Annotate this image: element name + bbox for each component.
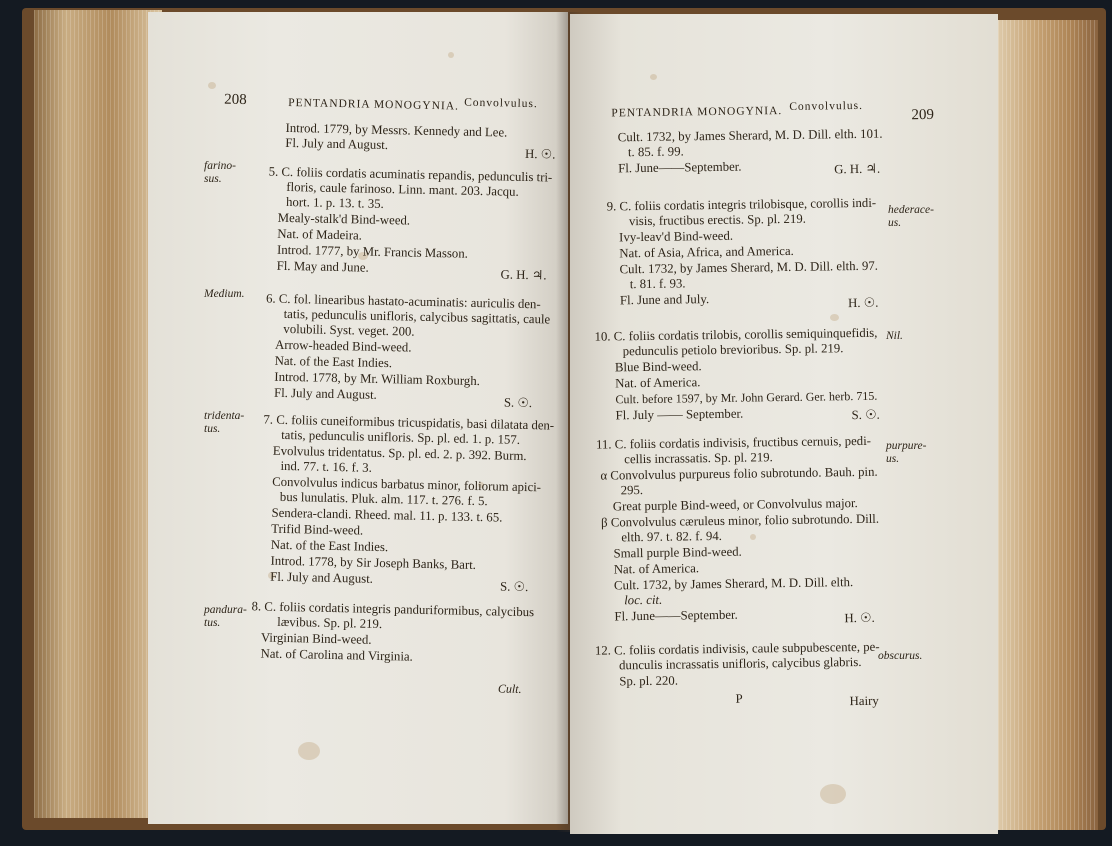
text-line: Nat. of the East Indies. bbox=[274, 353, 393, 371]
page-number: 209 bbox=[911, 106, 935, 124]
text-line: Fl. June——September. bbox=[614, 607, 738, 624]
text-line: Fl. May and June. bbox=[276, 258, 369, 275]
text-line: volubili. Syst. veget. 200. bbox=[283, 321, 415, 339]
text-line: Fl. June and July. bbox=[619, 292, 710, 308]
margin-note: farino- sus. bbox=[204, 160, 236, 185]
text-line: t. 81. f. 93. bbox=[629, 276, 686, 292]
text-line: H. ☉. bbox=[844, 610, 875, 626]
running-head: PENTANDRIA MONOGYNIA. bbox=[611, 105, 783, 120]
running-genus: Convolvulus. bbox=[464, 96, 538, 111]
text-line: Fl. July and August. bbox=[270, 569, 374, 586]
catchword: Cult. bbox=[497, 681, 522, 696]
text-line: Cult. 1732, by James Sherard, M. D. Dill. elth. 97. bbox=[619, 258, 879, 277]
text-line: 7. C. foliis cuneiformibus tricuspidatis, basi dilatata den- bbox=[263, 412, 555, 433]
text-line: Nat. of America. bbox=[613, 561, 700, 577]
text-line: Convolvulus indicus barbatus minor, foliorum apici- bbox=[272, 474, 542, 495]
text-line: Cult. before 1597, by Mr. John Gerard. Ger. herb. 715. bbox=[615, 388, 878, 407]
text-line: β Convolvulus cæruleus minor, folio subrotundo. Dill. bbox=[601, 511, 880, 530]
right-page-edges bbox=[990, 20, 1098, 830]
margin-note: Nil. bbox=[886, 330, 903, 342]
text-line: 9. C. foliis cordatis integris trilobisque, corollis indi- bbox=[606, 195, 877, 214]
text-line: Nat. of the East Indies. bbox=[270, 537, 389, 555]
text-line: S. ☉. bbox=[499, 579, 529, 595]
left-page-edges bbox=[34, 10, 162, 818]
text-line: Sendera-clandi. Rheed. mal. 11. p. 133. t. 65. bbox=[271, 505, 503, 525]
text-line: t. 85. f. 99. bbox=[627, 144, 684, 160]
text-line: 10. C. foliis cordatis trilobis, corollis semiquinquefidis, bbox=[594, 325, 878, 344]
text-line: 11. C. foliis cordatis indivisis, fructibus cernuis, pedi- bbox=[595, 433, 872, 452]
text-line: Nat. of America. bbox=[615, 375, 701, 391]
text-line: visis, fructibus erectis. Sp. pl. 219. bbox=[628, 211, 806, 229]
signature-mark: P bbox=[735, 691, 743, 706]
margin-note: obscurus. bbox=[878, 650, 923, 662]
running-genus: Convolvulus. bbox=[789, 99, 864, 113]
text-line: Evolvulus tridentatus. Sp. pl. ed. 2. p. 392. Burm. bbox=[272, 443, 527, 464]
text-line: lævibus. Sp. pl. 219. bbox=[277, 614, 383, 632]
text-line: Blue Bind-weed. bbox=[614, 359, 702, 375]
text-line: cellis incrassatis. Sp. pl. 219. bbox=[624, 450, 773, 467]
text-line: 295. bbox=[620, 483, 644, 498]
text-line: Great purple Bind-weed, or Convolvulus major. bbox=[612, 496, 858, 514]
text-line: tatis, pedunculis unifloris. Sp. pl. ed. 1. p. 157. bbox=[281, 427, 521, 447]
margin-note: hederace- us. bbox=[888, 204, 934, 229]
text-line: Small purple Bind-weed. bbox=[613, 544, 742, 561]
text-line: Fl. July and August. bbox=[285, 135, 389, 153]
text-line: dunculis incrassatis unifloris, calycibus glabris. bbox=[619, 654, 862, 673]
text-line: G. H. ♃. bbox=[500, 267, 547, 283]
text-line: bus lunulatis. Pluk. alm. 117. t. 276. f. 5. bbox=[279, 489, 488, 509]
text-line: S. ☉. bbox=[851, 407, 880, 423]
text-line: Nat. of Carolina and Virginia. bbox=[260, 646, 414, 664]
text-line: Introd. 1777, by Mr. Francis Masson. bbox=[276, 242, 469, 261]
text-line: Cult. 1732, by James Sherard, M. D. Dill. elth. bbox=[613, 575, 854, 593]
text-line: Fl. July —— September. bbox=[615, 406, 744, 423]
text-line: Nat. of Asia, Africa, and America. bbox=[619, 243, 794, 261]
text-line: S. ☉. bbox=[503, 395, 533, 411]
text-line: Mealy-stalk'd Bind-weed. bbox=[277, 210, 411, 228]
text-line: hort. 1. p. 13. t. 35. bbox=[285, 194, 384, 211]
text-line: tatis, pedunculis unifloris, calycibus sagittatis, caule bbox=[283, 306, 551, 327]
text-line: Fl. June——September. bbox=[618, 159, 742, 176]
text-line: Cult. 1732, by James Sherard, M. D. Dill. elth. 101. bbox=[617, 126, 883, 145]
text-line: Fl. July and August. bbox=[273, 385, 377, 402]
text-line: 5. C. foliis cordatis acuminatis repandis, pedunculis tri- bbox=[268, 164, 553, 185]
text-line: elth. 97. t. 82. f. 94. bbox=[621, 528, 722, 545]
running-head: PENTANDRIA MONOGYNIA. bbox=[288, 96, 460, 113]
text-line: Trifid Bind-weed. bbox=[271, 521, 364, 538]
text-line: Virginian Bind-weed. bbox=[260, 630, 372, 647]
text-line: 8. C. foliis cordatis integris panduriformibus, calycibus bbox=[251, 599, 535, 620]
text-line: pedunculis petiolo brevioribus. Sp. pl. 219. bbox=[622, 341, 844, 359]
text-line: Sp. pl. 220. bbox=[619, 673, 679, 689]
text-line: H. ☉. bbox=[524, 146, 556, 162]
page-number: 208 bbox=[224, 91, 247, 109]
text-line: loc. cit. bbox=[624, 592, 663, 608]
margin-note: pandura- tus. bbox=[204, 604, 247, 629]
text-line: α Convolvulus purpureus folio subrotundo. Bauh. pin. bbox=[600, 464, 878, 483]
text-line: Introd. 1778, by Sir Joseph Banks, Bart. bbox=[270, 553, 477, 572]
right-page bbox=[570, 14, 998, 834]
margin-note: purpure- us. bbox=[886, 440, 927, 465]
text-line: ind. 77. t. 16. f. 3. bbox=[280, 458, 373, 475]
text-line: Introd. 1778, by Mr. William Roxburgh. bbox=[274, 369, 481, 389]
text-line: H. ☉. bbox=[847, 295, 879, 311]
text-line: floris, caule farinoso. Linn. mant. 203. Jacqu. bbox=[286, 179, 519, 199]
catchword: Hairy bbox=[849, 693, 879, 709]
text-line: 12. C. foliis cordatis indivisis, caule subpubescente, pe- bbox=[594, 639, 880, 658]
text-line: Introd. 1779, by Messrs. Kennedy and Lee. bbox=[285, 120, 508, 140]
text-line: Arrow-headed Bind-weed. bbox=[274, 337, 412, 355]
text-line: Ivy-leav'd Bind-weed. bbox=[619, 228, 734, 245]
text-line: 6. C. fol. linearibus hastato-acuminatis: auriculis den- bbox=[265, 291, 541, 312]
text-line: G. H. ♃. bbox=[834, 161, 881, 177]
text-line: Nat. of Madeira. bbox=[277, 226, 363, 243]
margin-note: tridenta- tus. bbox=[204, 410, 245, 435]
margin-note: Medium. bbox=[204, 288, 245, 300]
